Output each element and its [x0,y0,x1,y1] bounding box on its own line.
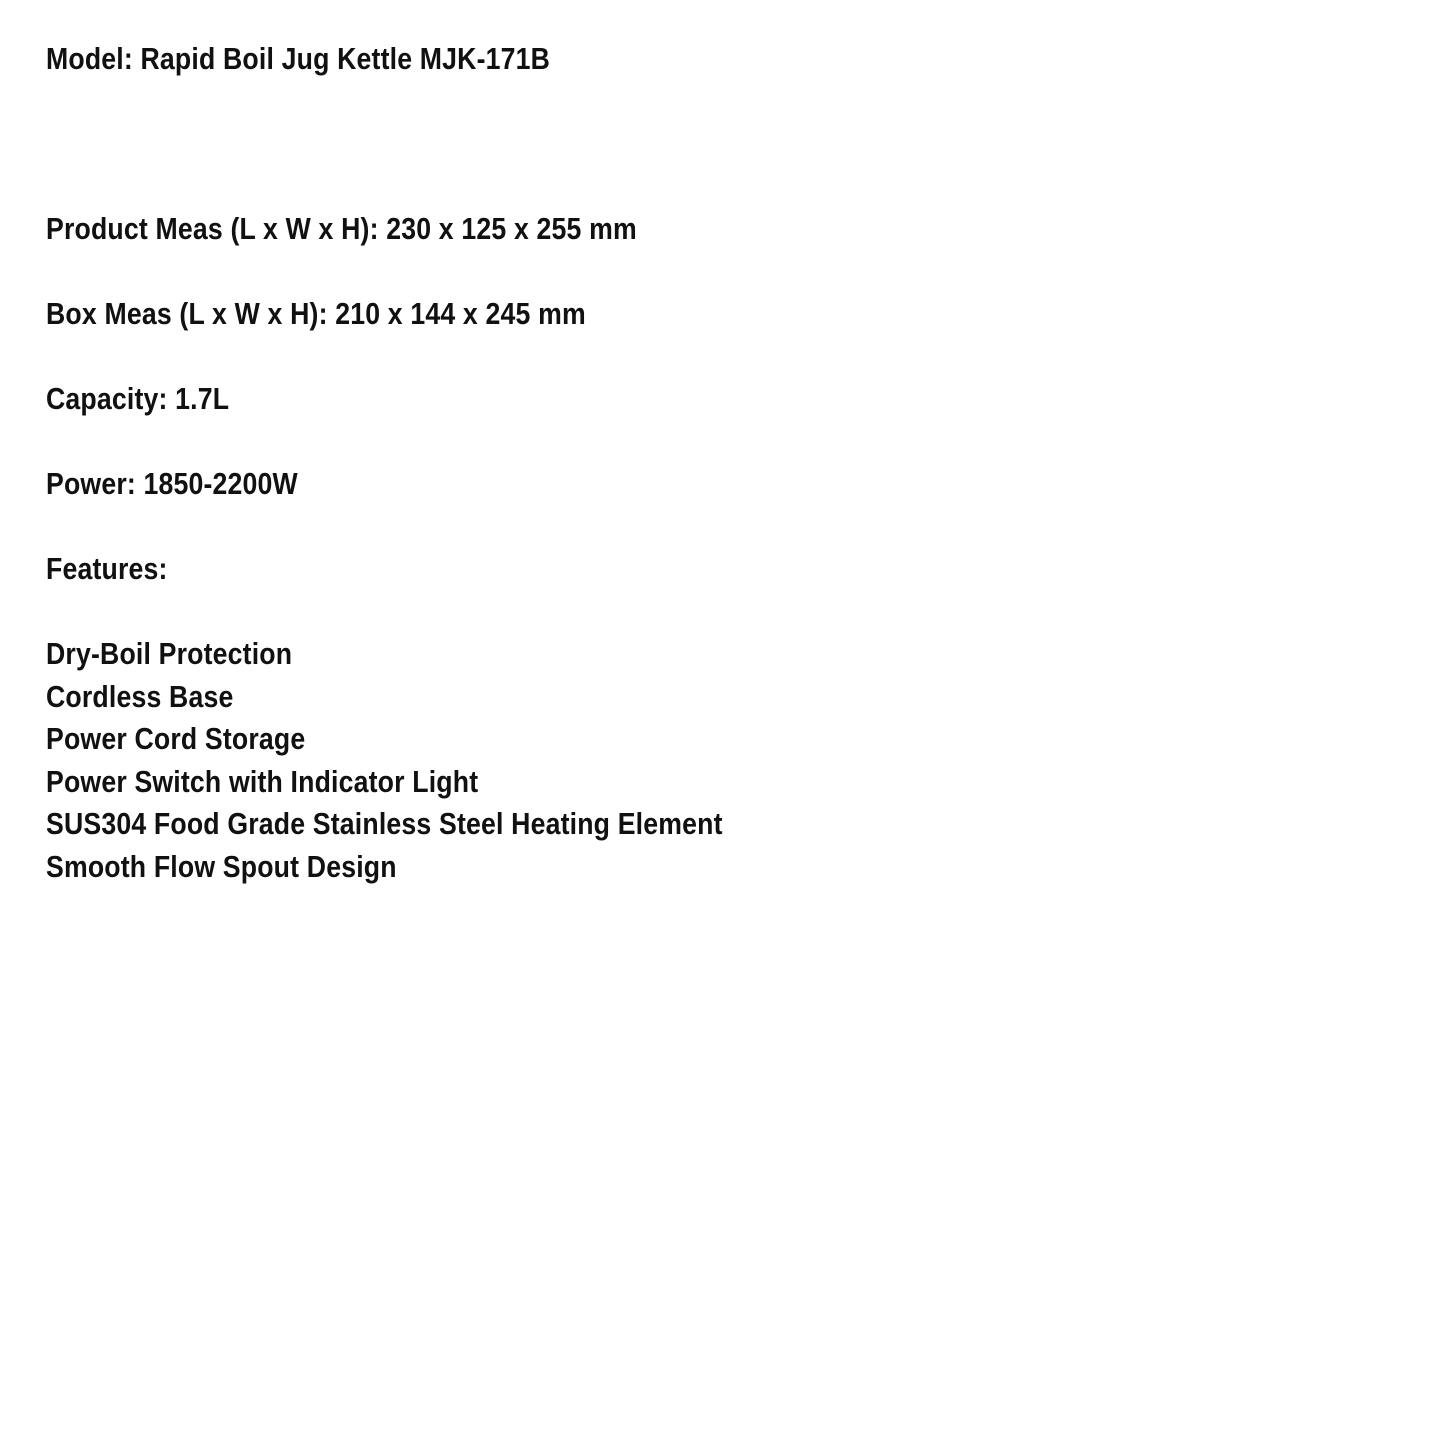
feature-item: Smooth Flow Spout Design [46,849,397,884]
power-rating: Power: 1850-2200W [46,466,298,501]
feature-item: Power Cord Storage [46,721,306,756]
model-title: Model: Rapid Boil Jug Kettle MJK-171B [46,41,551,76]
feature-item: Cordless Base [46,679,234,714]
feature-item: Power Switch with Indicator Light [46,764,479,799]
feature-item: SUS304 Food Grade Stainless Steel Heating Element [46,806,723,841]
product-measurements: Product Meas (L x W x H): 230 x 125 x 255 mm [46,211,637,246]
capacity: Capacity: 1.7L [46,381,230,416]
feature-item: Dry-Boil Protection [46,636,293,671]
box-measurements: Box Meas (L x W x H): 210 x 144 x 245 mm [46,296,586,331]
features-heading: Features: [46,551,168,586]
